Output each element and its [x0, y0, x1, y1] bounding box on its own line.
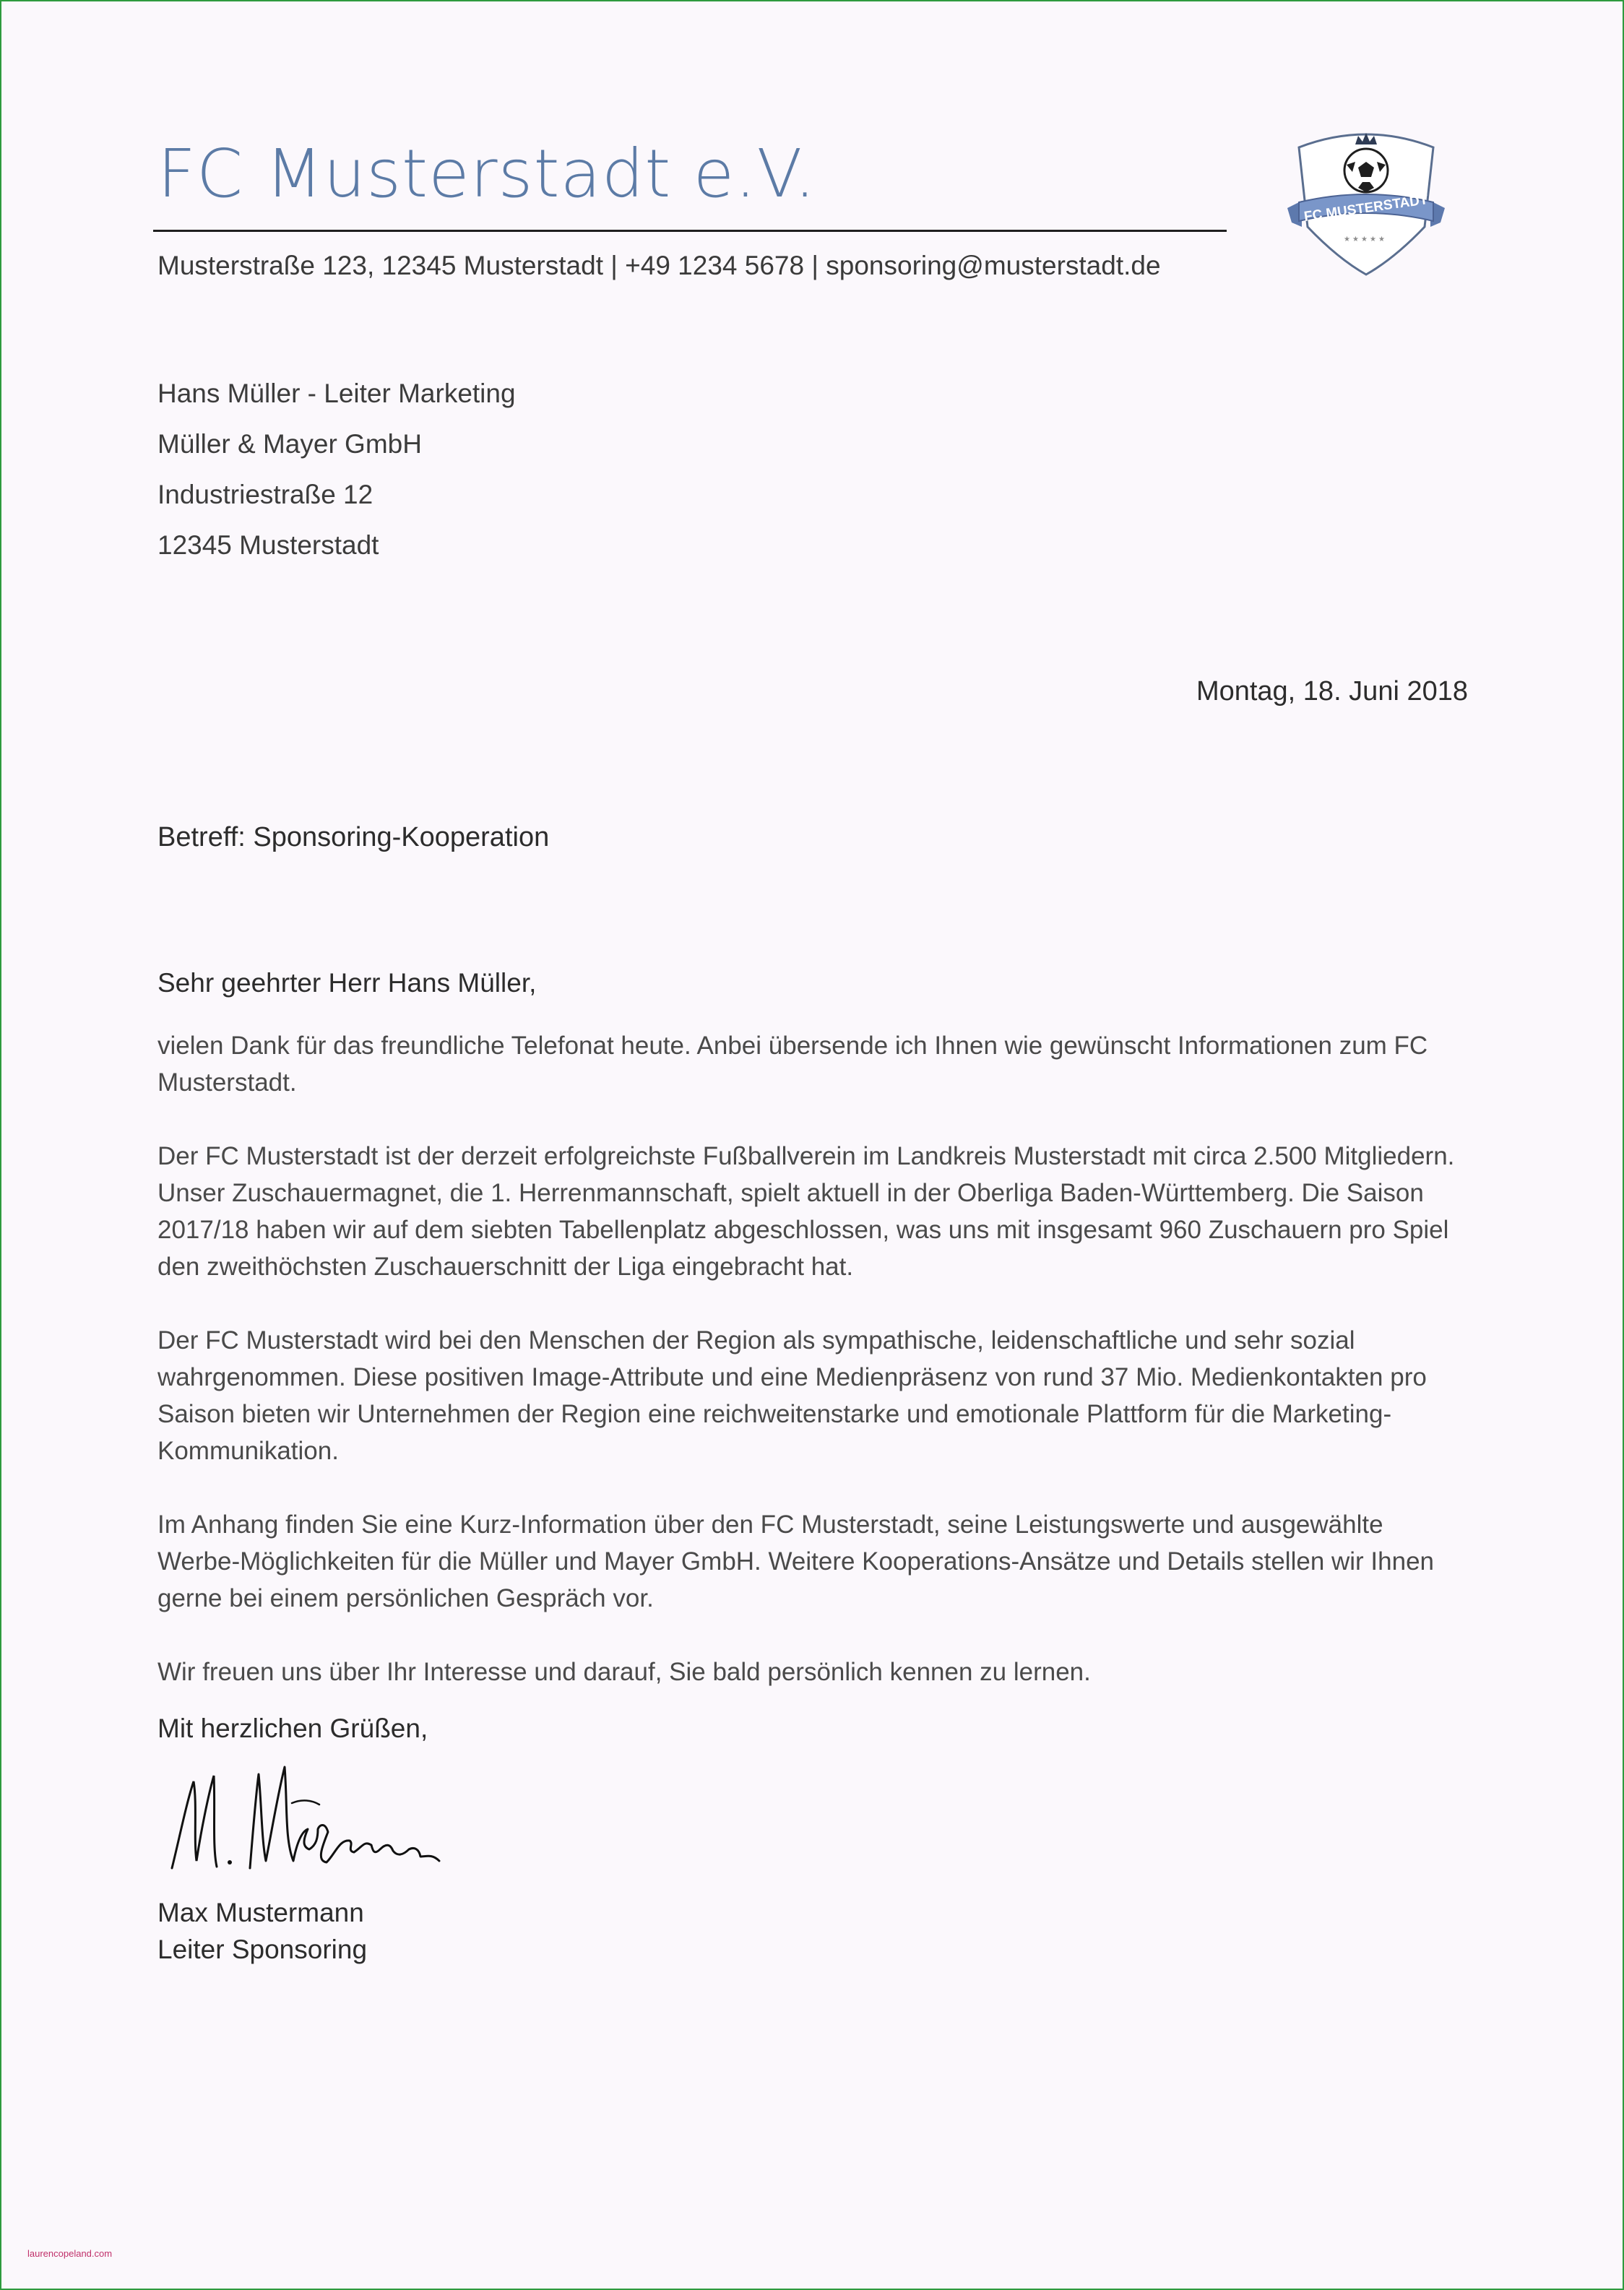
letter-closing: Mit herzlichen Grüßen, [157, 1714, 428, 1743]
signer-block [157, 1894, 367, 1968]
handwritten-signature [165, 1760, 454, 1883]
letter-salutation: Sehr geehrter Herr Hans Müller, [157, 968, 537, 998]
recipient-line: Industriestraße 12 [157, 480, 373, 509]
club-logo [1286, 124, 1446, 279]
letter-body [157, 1027, 1465, 1727]
letter-date: Montag, 18. Juni 2018 [1196, 676, 1468, 707]
header-divider [153, 230, 1227, 232]
recipient-line: Hans Müller - Leiter Marketing [157, 379, 516, 408]
sender-contact-line: Musterstraße 123, 12345 Musterstadt | +49 1234 5678 | sponsoring@musterstadt.de [157, 251, 1161, 280]
recipient-line: 12345 Musterstadt [157, 530, 379, 560]
recipient-line: Müller & Mayer GmbH [157, 429, 422, 459]
svg-text:★: ★ [1361, 236, 1368, 243]
svg-text:★: ★ [1370, 236, 1376, 243]
letter-subject: Betreff: Sponsoring-Kooperation [157, 822, 550, 852]
logo-text: FC MUSTERSTADT [1303, 192, 1429, 225]
body-paragraph: Der FC Musterstadt ist der derzeit erfolgreichste Fußballverein im Landkreis Musterstadt mit circa 2.500 Mitgliedern. Unser Zuschauermagnet, die 1. Herrenmannschaft, spielt aktuell in der Oberliga Baden-Württemberg. Die Saison 2017/18 haben wir auf dem siebten Tabellenplatz abgeschlossen, was uns mit insgesamt 960 Zuschauern pro Spiel den zweithöchsten Zuschauerschnitt der Liga eingebracht hat. [157, 1142, 1455, 1281]
body-paragraph: Im Anhang finden Sie eine Kurz-Information über den FC Musterstadt, seine Leistungswerte und ausgewählte Werbe-Möglichkeiten für die Müller und Mayer GmbH. Weitere Kooperations-Ansätze und Details stellen wir Ihnen gerne bei einem persönlichen Gespräch vor. [157, 1511, 1435, 1612]
svg-text:★: ★ [1344, 236, 1350, 243]
body-paragraph: Wir freuen uns über Ihr Interesse und darauf, Sie bald persönlich kennen zu lernen. [157, 1658, 1091, 1686]
signer-title: Leiter Sponsoring [157, 1935, 368, 1964]
club-name-heading: FC Musterstadt e.V. [157, 135, 816, 212]
body-paragraph: Der FC Musterstadt wird bei den Menschen der Region als sympathische, leidenschaftliche und sehr sozial wahrgenommen. Diese positiven Image-Attribute und eine Medienpräsenz von rund 37 Mio. Medienkontakten pro Saison bieten wir Unternehmen der Region eine reichweitenstarke und emotionale Plattform für die Marketing-Kommunikation. [157, 1326, 1427, 1465]
signer-name: Max Mustermann [157, 1898, 364, 1927]
body-paragraph: vielen Dank für das freundliche Telefonat heute. Anbei übersende ich Ihnen wie gewünscht Informationen zum FC Musterstadt. [157, 1032, 1428, 1097]
svg-text:★: ★ [1352, 236, 1359, 243]
recipient-address [157, 376, 516, 578]
watermark-text: laurencopeland.com [27, 2248, 113, 2259]
svg-text:★: ★ [1378, 236, 1385, 243]
stars-icon [1344, 236, 1385, 243]
soccer-ball-icon [1344, 149, 1388, 192]
